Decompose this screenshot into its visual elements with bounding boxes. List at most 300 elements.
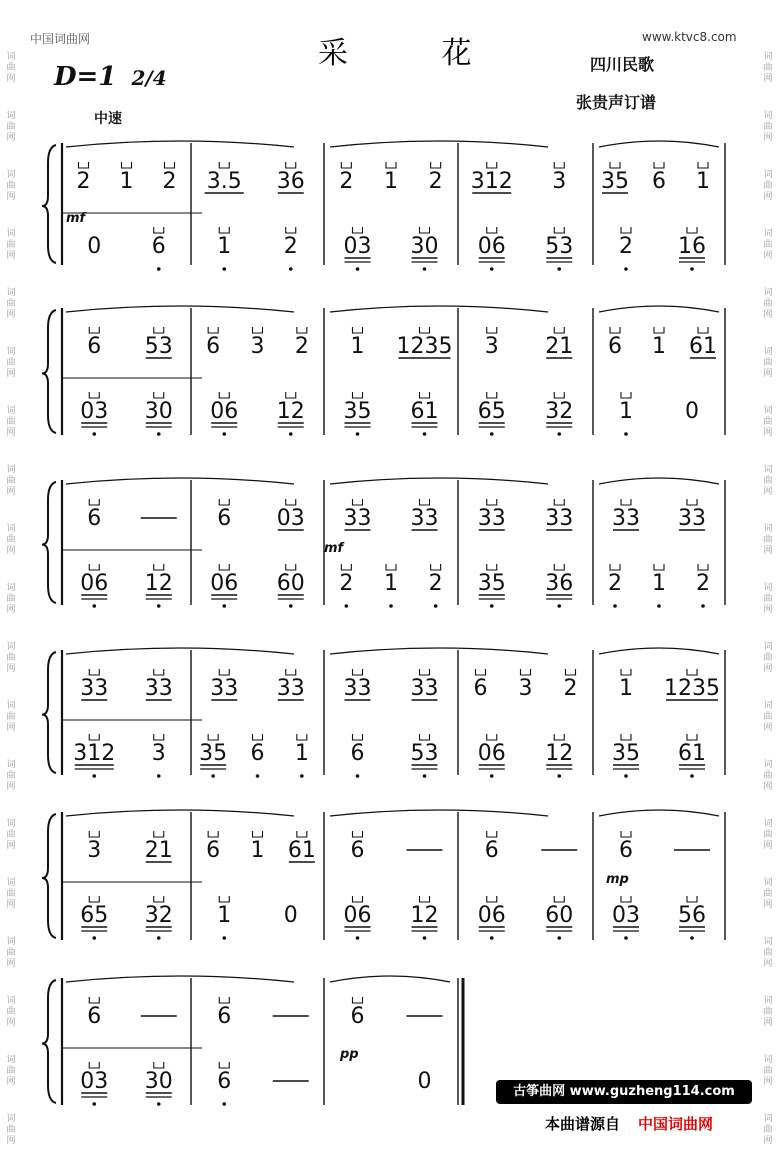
note-group: 6 (87, 1004, 102, 1029)
octave-dot (157, 267, 161, 271)
technique-mark (89, 734, 99, 740)
side-watermark-char: 词 (763, 760, 773, 770)
octave-dot (157, 774, 161, 778)
system-brace (42, 310, 56, 433)
octave-dot (356, 936, 360, 940)
side-watermark-char: 网 (6, 841, 16, 851)
technique-mark (621, 227, 631, 233)
note-group: 1 (384, 571, 398, 596)
technique-mark (420, 227, 430, 233)
technique-mark (698, 564, 708, 570)
side-watermark-char: 词 (6, 229, 16, 239)
octave-dot (423, 774, 427, 778)
note-group: 53 (144, 334, 173, 359)
technique-mark (353, 227, 363, 233)
side-watermark-char: 曲 (6, 830, 16, 840)
note-group: 1 (384, 169, 398, 194)
note-group: 61 (689, 334, 717, 359)
note-group: 30 (144, 1069, 173, 1094)
side-watermark-char: 网 (6, 428, 16, 438)
note-group: 1235 (396, 334, 453, 359)
technique-mark (610, 564, 620, 570)
note-group: 33 (410, 506, 439, 531)
technique-mark (219, 564, 229, 570)
side-watermark-char: 网 (6, 605, 16, 615)
note-group: 36 (276, 169, 305, 194)
side-watermark-char: 词 (6, 819, 16, 829)
note-group: 2 (76, 169, 91, 194)
dynamic-marking: mf (324, 541, 344, 556)
note-group: 6 (484, 838, 499, 863)
octave-dot (423, 432, 427, 436)
technique-mark (297, 327, 307, 333)
note-group: 60 (545, 903, 574, 928)
side-watermark-char: 网 (763, 251, 773, 261)
note-group: 6 (206, 838, 221, 863)
side-watermark-char: 网 (6, 1077, 16, 1087)
side-watermark-char: 网 (763, 369, 773, 379)
side-watermark-char: 网 (6, 310, 16, 320)
technique-mark (554, 896, 564, 902)
side-watermark-char: 网 (763, 782, 773, 792)
note-group: 2 (283, 234, 298, 259)
side-watermark-char: 词 (6, 937, 16, 947)
side-watermark-char: 网 (763, 1136, 773, 1146)
phrase-slur (330, 141, 548, 147)
technique-mark (219, 997, 229, 1003)
technique-mark (89, 327, 99, 333)
technique-mark (219, 1062, 229, 1068)
octave-dot (423, 936, 427, 940)
technique-mark (487, 831, 497, 837)
tempo-marking: 中速 (94, 111, 122, 127)
side-watermark-char: 词 (763, 406, 773, 416)
note-group: 35 (612, 741, 640, 766)
note-group: 36 (545, 571, 574, 596)
note-group: 1 (294, 741, 309, 766)
side-watermark-char: 词 (763, 937, 773, 947)
side-watermark-char: 曲 (763, 594, 773, 604)
technique-mark (219, 227, 229, 233)
side-watermark-char: 词 (6, 465, 16, 475)
side-watermark-char: 曲 (6, 63, 16, 73)
note-group: 312 (73, 741, 116, 766)
note-group: 06 (210, 571, 239, 596)
technique-mark (286, 564, 296, 570)
octave-dot (222, 267, 226, 271)
note-group: 65 (80, 903, 109, 928)
note-group: 03 (80, 399, 109, 424)
octave-dot (289, 267, 293, 271)
octave-dot (222, 604, 226, 608)
octave-dot (690, 936, 694, 940)
technique-mark (554, 227, 564, 233)
side-watermark-char: 网 (6, 900, 16, 910)
note-group: 61 (410, 399, 439, 424)
octave-dot (490, 604, 494, 608)
side-watermark-char: 词 (6, 878, 16, 888)
technique-mark (154, 831, 164, 837)
side-watermark-char: 网 (6, 133, 16, 143)
side-watermark-char: 曲 (763, 1066, 773, 1076)
technique-mark (89, 1062, 99, 1068)
technique-mark (353, 392, 363, 398)
octave-dot (613, 604, 617, 608)
song-origin: 四川民歌 (590, 55, 655, 74)
technique-mark (476, 669, 486, 675)
note-group: 6 (652, 169, 666, 194)
side-watermark-char: 词 (6, 1055, 16, 1065)
note-group: 33 (678, 506, 706, 531)
system-brace (42, 652, 56, 773)
side-watermark-char: 曲 (763, 1125, 773, 1135)
side-watermark-char: 词 (6, 760, 16, 770)
note-group: 1 (250, 838, 265, 863)
technique-mark (621, 499, 631, 505)
note-group: 33 (410, 676, 439, 701)
note-group: 2 (162, 169, 177, 194)
note-group: 1 (652, 571, 666, 596)
note-group: 12 (276, 399, 305, 424)
technique-mark (386, 564, 396, 570)
note-group: 35 (477, 571, 506, 596)
note-group: 2 (428, 169, 443, 194)
side-watermark-char: 曲 (763, 712, 773, 722)
octave-dot (389, 604, 393, 608)
side-watermark-char: 网 (763, 723, 773, 733)
technique-mark (286, 392, 296, 398)
note-group: 6 (206, 334, 221, 359)
phrase-slur (599, 478, 719, 484)
octave-dot (92, 604, 96, 608)
side-watermark-char: 曲 (6, 594, 16, 604)
technique-mark (219, 499, 229, 505)
technique-mark (89, 499, 99, 505)
side-watermark-char: 词 (763, 583, 773, 593)
technique-mark (420, 734, 430, 740)
note-group: 65 (477, 399, 506, 424)
technique-mark (554, 392, 564, 398)
technique-mark (154, 227, 164, 233)
technique-mark (79, 162, 89, 168)
side-watermark-char: 网 (763, 428, 773, 438)
technique-mark (154, 896, 164, 902)
note-group: 3.5 (206, 169, 242, 194)
octave-dot (490, 432, 494, 436)
technique-mark (621, 896, 631, 902)
technique-mark (89, 392, 99, 398)
technique-mark (566, 669, 576, 675)
phrase-slur (599, 648, 719, 654)
side-watermark-char: 词 (763, 524, 773, 534)
system-brace (42, 814, 56, 938)
technique-mark (219, 896, 229, 902)
side-watermark-char: 词 (6, 52, 16, 62)
technique-mark (420, 499, 430, 505)
technique-mark (341, 564, 351, 570)
note-group: 33 (477, 506, 506, 531)
technique-mark (521, 669, 531, 675)
note-group: 2 (339, 169, 354, 194)
time-signature: 2/4 (131, 66, 167, 90)
note-group: 06 (80, 571, 109, 596)
technique-mark (554, 327, 564, 333)
side-watermark-char: 网 (763, 192, 773, 202)
dynamic-marking: mp (606, 872, 629, 887)
technique-mark (353, 669, 363, 675)
note-group: 6 (87, 334, 102, 359)
side-watermark-char: 曲 (763, 830, 773, 840)
note-group: 12 (144, 571, 173, 596)
side-watermark-char: 词 (763, 52, 773, 62)
side-watermark-char: 网 (6, 1136, 16, 1146)
technique-mark (297, 831, 307, 837)
note-group: 16 (678, 234, 706, 259)
note-group: 30 (410, 234, 439, 259)
side-watermark-char: 词 (6, 583, 16, 593)
technique-mark (554, 162, 564, 168)
side-watermark-char: 词 (763, 819, 773, 829)
watermark-url: www.ktvc8.com (642, 30, 737, 44)
source-label: 本曲谱源自 (545, 1115, 621, 1133)
note-group: 6 (217, 506, 232, 531)
octave-dot (92, 1102, 96, 1106)
note-group: 6 (250, 741, 265, 766)
side-watermark-char: 词 (763, 1114, 773, 1124)
technique-mark (698, 162, 708, 168)
side-watermark-char: 网 (6, 192, 16, 202)
dynamic-marking: pp (340, 1047, 359, 1062)
side-watermark-char: 网 (763, 310, 773, 320)
key-label: D=1 (54, 62, 117, 92)
side-watermark-char: 曲 (763, 653, 773, 663)
side-watermark-char: 曲 (6, 653, 16, 663)
note-group: 32 (545, 399, 574, 424)
side-watermark-char: 词 (763, 170, 773, 180)
technique-mark (219, 392, 229, 398)
side-watermark-char: 曲 (6, 889, 16, 899)
side-watermark-char: 词 (763, 996, 773, 1006)
side-watermark-char: 曲 (763, 771, 773, 781)
octave-dot (624, 936, 628, 940)
note-group: 6 (608, 334, 622, 359)
note-group: 6 (350, 838, 365, 863)
side-watermark-char: 词 (763, 878, 773, 888)
technique-mark (154, 669, 164, 675)
note-group: 03 (612, 903, 640, 928)
note-group: 35 (199, 741, 228, 766)
note-group: 0 (417, 1069, 432, 1094)
technique-mark (89, 831, 99, 837)
side-watermark-char: 词 (6, 701, 16, 711)
note-group: 33 (612, 506, 640, 531)
octave-dot (92, 936, 96, 940)
note-group: 33 (80, 676, 109, 701)
note-group: 3 (484, 334, 499, 359)
side-watermark-char: 网 (6, 664, 16, 674)
octave-dot (490, 267, 494, 271)
side-watermark-char: 网 (763, 74, 773, 84)
side-watermark-char: 曲 (6, 358, 16, 368)
octave-dot (211, 774, 215, 778)
side-watermark-char: 曲 (763, 358, 773, 368)
phrase-slur (330, 306, 548, 312)
technique-mark (353, 499, 363, 505)
note-group: 2 (294, 334, 309, 359)
technique-mark (487, 896, 497, 902)
technique-mark (386, 162, 396, 168)
side-watermark-char: 曲 (6, 948, 16, 958)
note-group: 6 (217, 1069, 232, 1094)
note-group: 33 (144, 676, 173, 701)
side-watermark-char: 网 (763, 900, 773, 910)
technique-mark (687, 499, 697, 505)
octave-dot (222, 432, 226, 436)
octave-dot (557, 604, 561, 608)
note-group: 6 (151, 234, 166, 259)
note-group: 33 (545, 506, 574, 531)
phrase-slur (66, 976, 294, 982)
side-watermark-char: 曲 (6, 476, 16, 486)
technique-mark (698, 327, 708, 333)
technique-mark (554, 734, 564, 740)
technique-mark (487, 392, 497, 398)
note-group: 1 (217, 903, 232, 928)
octave-dot (557, 432, 561, 436)
side-watermark-char: 曲 (6, 240, 16, 250)
side-watermark-char: 网 (6, 1018, 16, 1028)
side-watermark-char: 曲 (6, 1125, 16, 1135)
octave-dot (434, 604, 438, 608)
octave-dot (490, 936, 494, 940)
side-watermark-char: 曲 (6, 1007, 16, 1017)
note-group: 33 (343, 676, 372, 701)
side-watermark-char: 词 (6, 170, 16, 180)
technique-mark (353, 327, 363, 333)
technique-mark (420, 896, 430, 902)
technique-mark (341, 162, 351, 168)
octave-dot (157, 604, 161, 608)
note-group: 56 (678, 903, 706, 928)
phrase-slur (66, 810, 294, 816)
note-group: 12 (545, 741, 574, 766)
technique-mark (487, 162, 497, 168)
note-group: 2 (428, 571, 443, 596)
side-watermark-char: 网 (6, 546, 16, 556)
side-watermark-char: 网 (6, 369, 16, 379)
note-group: 2 (619, 234, 633, 259)
technique-mark (621, 734, 631, 740)
octave-dot (222, 936, 226, 940)
note-group: 32 (144, 903, 173, 928)
technique-mark (89, 997, 99, 1003)
side-watermark-char: 网 (763, 487, 773, 497)
side-watermark-char: 曲 (763, 1007, 773, 1017)
octave-dot (92, 774, 96, 778)
technique-mark (353, 997, 363, 1003)
side-watermark-char: 曲 (763, 476, 773, 486)
side-watermark-char: 词 (6, 288, 16, 298)
octave-dot (256, 774, 260, 778)
technique-mark (154, 327, 164, 333)
octave-dot (423, 267, 427, 271)
octave-dot (356, 267, 360, 271)
note-group: 2 (339, 571, 354, 596)
technique-mark (420, 327, 430, 333)
note-group: 0 (283, 903, 298, 928)
note-group: 3 (151, 741, 166, 766)
octave-dot (557, 774, 561, 778)
side-watermark-char: 曲 (6, 417, 16, 427)
technique-mark (420, 392, 430, 398)
phrase-slur (66, 306, 294, 312)
side-watermark-char: 词 (6, 347, 16, 357)
technique-mark (687, 669, 697, 675)
note-group: 312 (470, 169, 513, 194)
note-group: 03 (80, 1069, 109, 1094)
octave-dot (701, 604, 705, 608)
side-watermark-char: 词 (6, 642, 16, 652)
technique-mark (431, 162, 441, 168)
side-watermark-char: 曲 (763, 889, 773, 899)
note-group: 35 (343, 399, 372, 424)
technique-mark (286, 669, 296, 675)
phrase-slur (599, 141, 719, 147)
note-group: 12 (410, 903, 439, 928)
side-watermark-char: 词 (6, 996, 16, 1006)
technique-mark (165, 162, 175, 168)
octave-dot (345, 604, 349, 608)
octave-dot (356, 432, 360, 436)
technique-mark (610, 327, 620, 333)
note-group: 1235 (664, 676, 720, 701)
octave-dot (490, 774, 494, 778)
technique-mark (89, 896, 99, 902)
side-watermark-char: 曲 (763, 181, 773, 191)
technique-mark (621, 669, 631, 675)
credit-banner: 古筝曲网 www.guzheng114.com (496, 1080, 752, 1104)
note-group: 06 (477, 903, 506, 928)
note-group: 06 (343, 903, 372, 928)
side-watermark-char: 词 (763, 465, 773, 475)
side-watermark-char: 词 (6, 1114, 16, 1124)
system-brace (42, 980, 56, 1103)
side-watermark-char: 曲 (763, 417, 773, 427)
technique-mark (353, 734, 363, 740)
side-watermark-char: 词 (763, 347, 773, 357)
technique-mark (208, 734, 218, 740)
technique-mark (431, 564, 441, 570)
side-watermark-char: 曲 (763, 63, 773, 73)
side-watermark-char: 曲 (6, 771, 16, 781)
phrase-slur (599, 810, 719, 816)
technique-mark (621, 392, 631, 398)
note-group: 60 (276, 571, 305, 596)
technique-mark (353, 831, 363, 837)
watermark-site-name: 中国词曲网 (30, 32, 91, 46)
octave-dot (356, 774, 360, 778)
technique-mark (487, 564, 497, 570)
note-group: 33 (276, 676, 305, 701)
octave-dot (557, 936, 561, 940)
side-watermark-char: 网 (6, 487, 16, 497)
octave-dot (300, 774, 304, 778)
side-watermark-char: 曲 (6, 1066, 16, 1076)
phrase-slur (330, 976, 450, 982)
note-group: 06 (477, 741, 506, 766)
note-group: 1 (619, 399, 633, 424)
technique-mark (487, 227, 497, 233)
